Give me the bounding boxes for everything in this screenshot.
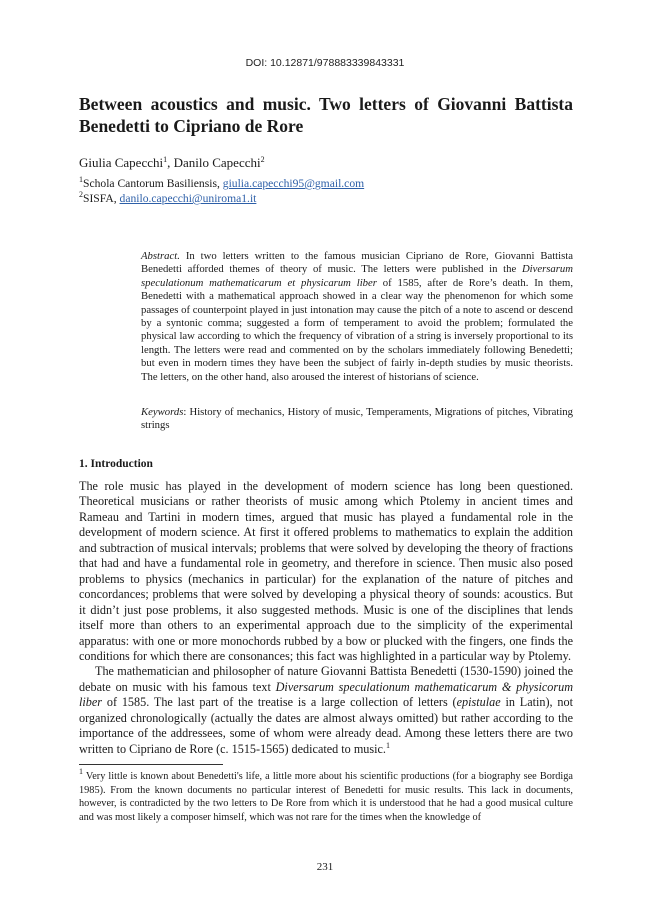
paragraph: The role music has played in the development of modern science has long been questioned. Theoretical musicians or rather theorists of music among which Ptolemy in ancient times and Rameau and Tartini in modern times, argued that music has played a fundamental role in the development of modern science. At first it offered problems to mathematics to explain the addition and subtraction of musical intervals; problems that were solved by developing the theory of fractions that had and have a fundamental role in geometry, and therefore in science. Then music also posed problems to physics (mechanics in particular) for the explanation of the nature of pitches and concordances; problems that were solved by developing a physical theory of sounds: acoustics. But it didn’t just pose problems, it also suggested methods. Music is one of the disciplines that lends itself more than others to an experimental approach due to the simplicity of the experimental apparatus: with one or more monochords rubbed by a bow or plucked with the fingers, one finds the conditions for which there are consonances; this fact was highlighted in a particular way by Ptolemy. <box>79 479 573 663</box>
book-title: Diversarum speculationum mathematicarum & physicorum liber <box>79 679 573 710</box>
abstract-text: In two letters written to the famous musician Cipriano de Rore, Giovanni Battista Benedetti afforded themes of theory of music. The letters were published in the <box>141 250 573 276</box>
affiliation-marker: 2 <box>79 190 83 200</box>
affiliation-text: SISFA, <box>83 192 120 205</box>
affiliation-2 <box>79 192 256 206</box>
affiliation-text: Schola Cantorum Basiliensis, <box>83 177 223 190</box>
footnote-reference[interactable]: 1 <box>385 740 390 750</box>
keywords <box>141 406 573 433</box>
text-run: in Latin), not organized chronologically (actually the dates are almost always omitted) but rather according to the importance of the addressees, some of whom were already dead. Among these letters there are two written to Cipriano de Rore (c. 1515-1565) dedicated to music. <box>79 695 573 756</box>
footnote-text: Very little is known about Benedetti's life, a little more about his scientific productions (for a biography see Bordiga 1985). From the known documents no particular interest of Benedetti for music results. This lack in documents, however, is contradicted by the two letters to De Rore from which it is understood that he had a good musical culture and was most likely a composer himself, which was not rare for the times when the knowledge of <box>79 771 573 823</box>
keywords-text: : History of mechanics, History of music, Temperaments, Migrations of pitches, Vibrating strings <box>141 406 573 432</box>
abstract-label: Abstract. <box>141 250 180 262</box>
author-name: Giulia Capecchi <box>79 155 164 170</box>
affiliation-marker: 1 <box>79 175 83 185</box>
author-affiliation-marker: 1 <box>163 155 168 165</box>
section-heading: 1. Introduction <box>79 458 153 470</box>
author-separator: , <box>167 155 174 170</box>
keywords-label: Keywords <box>141 406 184 418</box>
author-list <box>79 155 265 171</box>
body-text <box>79 479 573 757</box>
paragraph <box>79 664 573 757</box>
text-run: of 1585. The last part of the treatise is a large collection of letters ( <box>102 695 457 710</box>
footnote <box>79 767 573 824</box>
paper-title: Between acoustics and music. Two letters of Giovanni Battista Benedetti to Cipriano de Rore <box>79 94 573 136</box>
doi-header: DOI: 10.12871/978883339843331 <box>245 57 405 69</box>
affiliation-1 <box>79 177 364 191</box>
page-number: 231 <box>316 861 334 873</box>
footnote-divider <box>79 764 223 765</box>
text-run: The mathematician and philosopher of nature Giovanni Battista Benedetti (1530-1590) joined the debate on music with his famous text <box>79 664 573 694</box>
email-link[interactable]: danilo.capecchi@uniroma1.it <box>119 192 257 205</box>
abstract-text: of 1585, after de Rore’s death. In them, Benedetti with a mathematical approach showed in a clear way the phenomenon for which some passages of counterpoint played in just intonation may cause the pitch of a note to ascend or descend by a syntonic comma; suggested a form of temperament to avoid the problem; formulated the physical law according to which the frequency of vibration of a string is inversely proportional to its length. The letters were read and commented on by the scholars immediately following Benedetti; but even in modern times they have been the subject of fairly in-depth studies by music theorists. The letters, on the other hand, also aroused the interest of historians of science. <box>141 276 574 383</box>
author-affiliation-marker: 2 <box>260 155 265 165</box>
footnote-marker: 1 <box>79 767 83 777</box>
abstract-book-title: Diversarum speculationum mathematicarum et physicarum liber <box>141 263 573 289</box>
email-link[interactable]: giulia.capecchi95@gmail.com <box>222 177 365 190</box>
abstract <box>141 250 573 384</box>
latin-term: epistulae <box>456 695 501 710</box>
author-name: Danilo Capecchi <box>173 155 261 170</box>
